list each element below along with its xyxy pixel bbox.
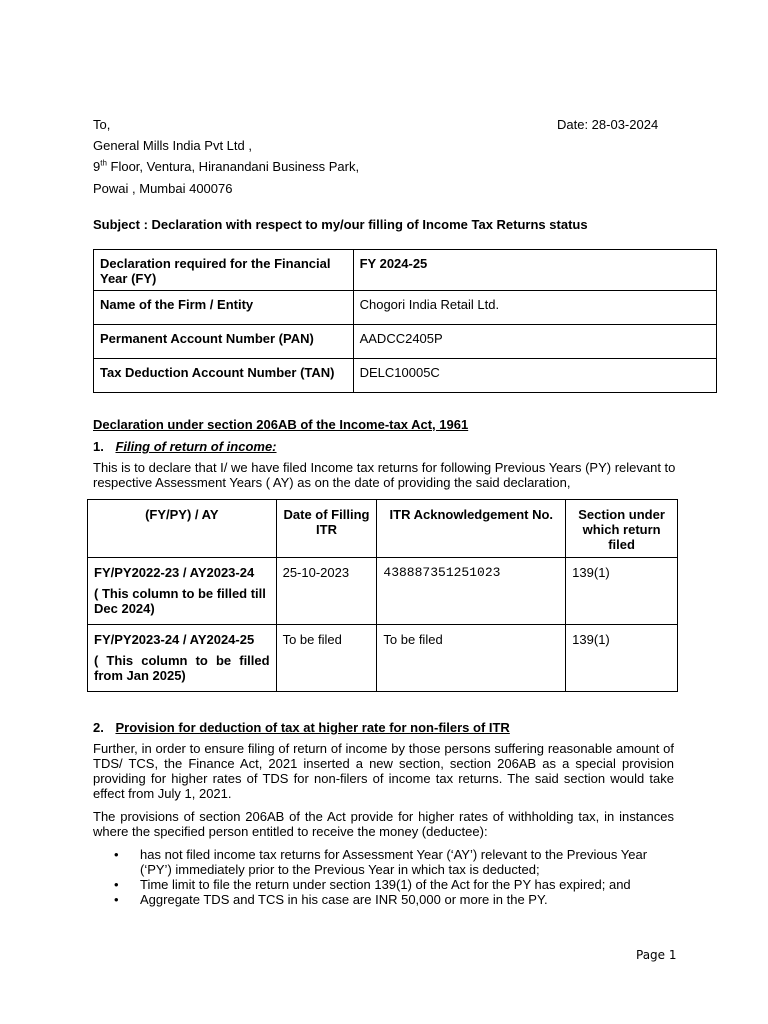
entity-name-value: Chogori India Retail Ltd.	[353, 291, 716, 325]
section-2-paragraph-1: Further, in order to ensure filing of return of income by those persons suffering reasonable amount of TDS/ TCS, the Finance Act, 2021 inserted a new section, section 206AB as a special provision providing for higher rates of TDS for non-filers of income tax returns. The said section would take effect from July 1, 2021.	[93, 741, 674, 801]
entity-name-label: Name of the Firm / Entity	[94, 291, 354, 325]
fy-label: Declaration required for the Financial Year (FY)	[94, 250, 354, 291]
col-header-date: Date of Filling ITR	[276, 500, 377, 558]
tan-value: DELC10005C	[353, 359, 716, 393]
table-row	[94, 325, 717, 359]
letter-date: Date: 28-03-2024	[557, 117, 659, 132]
period-text: FY/PY2022-23 / AY2023-24	[94, 565, 255, 580]
tan-label: Tax Deduction Account Number (TAN)	[94, 359, 354, 393]
section-cell: 139(1)	[566, 558, 678, 625]
list-item: • Aggregate TDS and TCS in his case are INR 50,000 or more in the PY.	[112, 892, 674, 907]
itr-status-table	[87, 499, 678, 692]
table-header-row	[88, 500, 678, 558]
list-item: • Time limit to file the return under section 139(1) of the Act for the PY has expired; and	[112, 877, 674, 892]
address-line-1	[93, 159, 359, 174]
col-header-section: Section under which return filed	[566, 500, 678, 558]
section-1-heading	[93, 439, 277, 454]
section-2-paragraph-2: The provisions of section 206AB of the Act provide for higher rates of withholding tax, in instances where the specified person entitled to receive the money (deductee):	[93, 809, 674, 839]
section-2-number: 2.	[93, 720, 104, 735]
ack-cell: To be filed	[377, 625, 566, 692]
subject-line: Subject : Declaration with respect to my/our filling of Income Tax Returns status	[93, 217, 588, 232]
pan-value: AADCC2405P	[353, 325, 716, 359]
period-cell	[88, 625, 277, 692]
table-row	[88, 558, 678, 625]
declaration-heading: Declaration under section 206AB of the Income-tax Act, 1961	[93, 417, 469, 432]
addressee-company: General Mills India Pvt Ltd ,	[93, 138, 252, 153]
section-1-number: 1.	[93, 439, 104, 454]
table-row	[94, 359, 717, 393]
page-number: Page 1	[636, 948, 677, 962]
section-1-title: Filing of return of income:	[115, 439, 277, 454]
table-row	[94, 250, 717, 291]
section-2-title: Provision for deduction of tax at higher rate for non-filers of ITR	[115, 720, 510, 735]
period-cell	[88, 558, 277, 625]
section-cell: 139(1)	[566, 625, 678, 692]
address-floor-suffix: th	[100, 158, 107, 168]
col-header-ack: ITR Acknowledgement No.	[377, 500, 566, 558]
period-note: ( This column to be filled from Jan 2025)	[94, 653, 270, 683]
section-1-intro: This is to declare that I/ we have filed Income tax returns for following Previous Years (PY) relevant to respective Assessment Years ( AY) as on the date of providing the said declaration,	[93, 460, 676, 490]
entity-details-table	[93, 249, 717, 393]
list-item: • has not filed income tax returns for Assessment Year (‘AY’) relevant to the Previous Year (‘PY’) immediately prior to the Previous Year in which tax is deducted;	[112, 847, 674, 877]
date-cell: 25-10-2023	[276, 558, 377, 625]
section-2-heading	[93, 720, 510, 735]
addressee-to: To,	[93, 117, 111, 132]
table-row	[88, 625, 678, 692]
date-cell: To be filed	[276, 625, 377, 692]
fy-value: FY 2024-25	[353, 250, 716, 291]
address-floor-number: 9	[93, 159, 101, 174]
criteria-list	[112, 847, 674, 907]
pan-label: Permanent Account Number (PAN)	[94, 325, 354, 359]
address-line-2: Powai , Mumbai 400076	[93, 181, 233, 196]
period-text: FY/PY2023-24 / AY2024-25	[94, 632, 255, 647]
table-row	[94, 291, 717, 325]
period-note: ( This column to be filled till Dec 2024)	[94, 586, 266, 616]
address-line-1-rest: Floor, Ventura, Hiranandani Business Park,	[106, 159, 360, 174]
col-header-period: (FY/PY) / AY	[88, 500, 277, 558]
ack-cell: 438887351251023	[377, 558, 566, 625]
